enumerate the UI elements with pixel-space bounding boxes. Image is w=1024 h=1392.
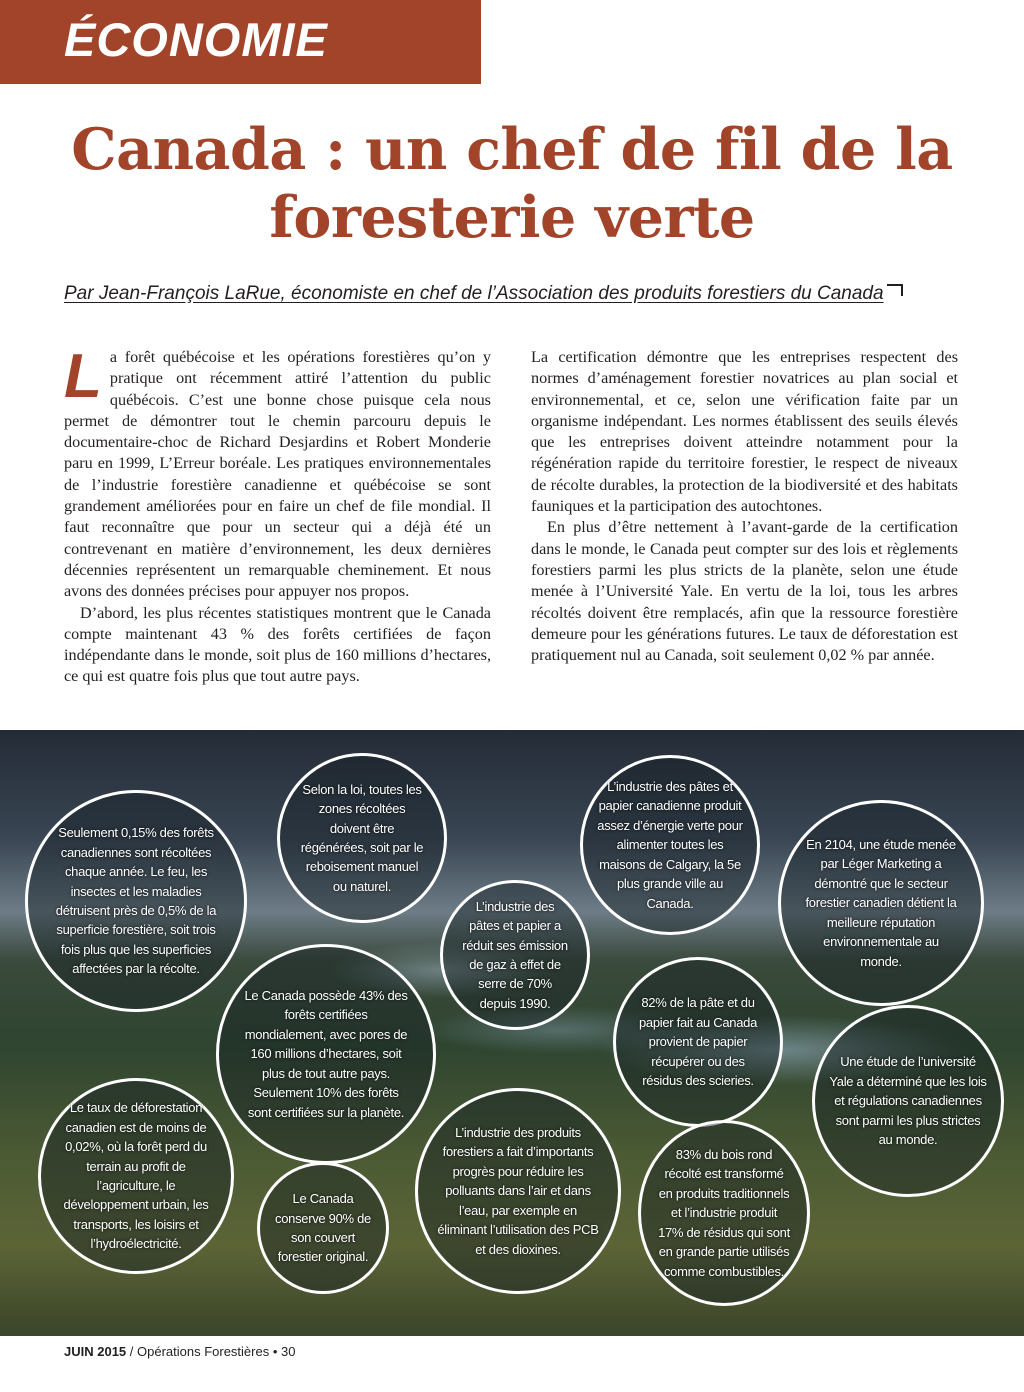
fact-text: L’industrie des produits forestiers a fait d’importants progrès pour réduire les polluants dans l’air et dans l’eau, par exemple en éliminant l’utilisation des PCB et des dioxines. <box>437 1125 599 1257</box>
fact-text: Le Canada conserve 90% de son couvert forestier original. <box>275 1191 371 1265</box>
fact-bubble <box>812 1005 1004 1197</box>
fact-bubble <box>277 753 447 923</box>
page-footer <box>64 1343 295 1361</box>
article-column-right <box>531 347 958 666</box>
headline-line-1: Canada : un chef de fil de la <box>71 116 953 183</box>
issue-date: JUIN 2015 <box>64 1344 127 1359</box>
fact-text: L’industrie des pâtes et papier canadienne produit assez d’énergie verte pour alimenter toutes les maisons de Calgary, la 5e plus grande ville au Canada. <box>597 779 743 911</box>
article-column-left <box>64 342 491 688</box>
fact-text: Une étude de l’université Yale a déterminé que les lois et régulations canadiennes sont parmi les plus strictes au monde. <box>829 1054 987 1148</box>
section-banner <box>0 0 481 84</box>
article-headline <box>20 116 1004 252</box>
fact-bubble <box>613 957 783 1127</box>
paragraph: La certification démontre que les entreprises respectent des normes d’aménagement forestier novatrices au plan social et environnemental, et ce, selon une vérification faite par un organisme indépendant. Les normes établissent des seuils élevés que les entreprises doivent atteindre notamment pour la régénération rapide du territoire forestier, le respect de niveaux de récolte durables, la protection de la biodiversité et des habitats fauniques et la participation des autochtones. <box>531 348 958 516</box>
publication-page: / Opérations Forestières • 30 <box>126 1344 296 1359</box>
section-label: ÉCONOMIE <box>64 13 328 66</box>
byline-text: Par Jean-François LaRue, économiste en chef de l’Association des produits forestiers du Canada <box>64 283 884 304</box>
fact-bubble <box>38 1078 234 1274</box>
fact-text: En 2104, une étude menée par Léger Marketing a démontré que le secteur forestier canadien détient la meilleure réputation environnementale au monde. <box>805 837 957 969</box>
fact-text: 83% du bois rond récolté est transformé en produits traditionnels et l’industrie produit 17% de résidus qui sont en grande partie utilisés comme combustibles. <box>658 1147 790 1279</box>
fact-text: L’industrie des pâtes et papier a réduit ses émission de gaz à effet de serre de 70% depuis 1990. <box>462 898 568 1011</box>
fact-bubble <box>25 790 247 1012</box>
fact-text: 82% de la pâte et du papier fait au Canada provient de papier récupérer ou des résidus des scieries. <box>638 995 757 1089</box>
fact-bubble <box>415 1088 621 1294</box>
paragraph-text: a forêt québécoise et les opérations forestières qu’on y pratique ont récemment attiré l’attention du public québécois. C’est une bonne chose puisque cela nous permet de démontrer tout le chemin parcouru depuis le documentaire-choc de Richard Desjardins et Robert Monderie paru en 1999, L’Erreur boréale. Les pratiques environnementales de l’industrie forestière canadienne et québécoise se sont grandement améliorées pour en faire un chef de file mondial. Il faut reconnaître que pour un secteur qui a déjà été un contrevenant en matière d’environnement, les deux dernières décennies représentent un remarquable cheminement. Et nous avons des données précises pour appuyer nos propos. <box>64 348 491 601</box>
drop-cap: L <box>64 342 102 411</box>
fact-text: Le taux de déforestation canadien est de moins de 0,02%, où la forêt perd du terrain au profit de l’agriculture, le développement urbain, les transports, les loisirs et l’hydroélectricité. <box>63 1100 209 1252</box>
fact-bubble <box>580 755 760 935</box>
fact-text: Le Canada possède 43% des forêts certifiées mondialement, avec pores de 160 millions d’hectares, soit plus de tout autre pays. Seulement 10% des forêts sont certifiées sur la planète. <box>244 988 408 1120</box>
fact-text: Seulement 0,15% des forêts canadiennes sont récoltées chaque année. Le feu, les insectes et les maladies détruisent près de 0,5% de la superficie forestière, soit trois fois plus que les superficies affectées par la récolte. <box>55 825 217 977</box>
fact-bubble <box>638 1120 810 1306</box>
fact-bubble <box>440 880 590 1030</box>
fact-bubble <box>257 1162 389 1294</box>
end-mark-icon <box>887 284 903 296</box>
paragraph: D’abord, les plus récentes statistiques montrent que le Canada compte maintenant 43 % des forêts certifiées de façon indépendante dans le monde, soit plus de 160 millions d’hectares, ce qui est quatre fois plus que tout autre pays. <box>64 603 491 686</box>
fact-text: Selon la loi, toutes les zones récoltées doivent être régénérées, soit par le reboisement manuel ou naturel. <box>300 781 424 894</box>
headline-line-2: foresterie verte <box>269 184 755 251</box>
forest-lake-photo <box>0 730 1024 1336</box>
article-byline <box>64 281 964 311</box>
fact-bubble <box>778 800 984 1006</box>
paragraph: En plus d’être nettement à l’avant-garde de la certification dans le monde, le Canada peut compter sur des lois et règlements forestiers parmi les plus stricts de la planète, selon une étude menée à l’Université Yale. En vertu de la loi, tous les arbres récoltés doivent être remplacés, afin que la ressource forestière demeure pour les générations futures. Le taux de déforestation est pratiquement nul au Canada, soit seulement 0,02 % par année. <box>531 518 958 665</box>
paragraph <box>64 342 491 603</box>
fact-bubble <box>216 944 436 1164</box>
